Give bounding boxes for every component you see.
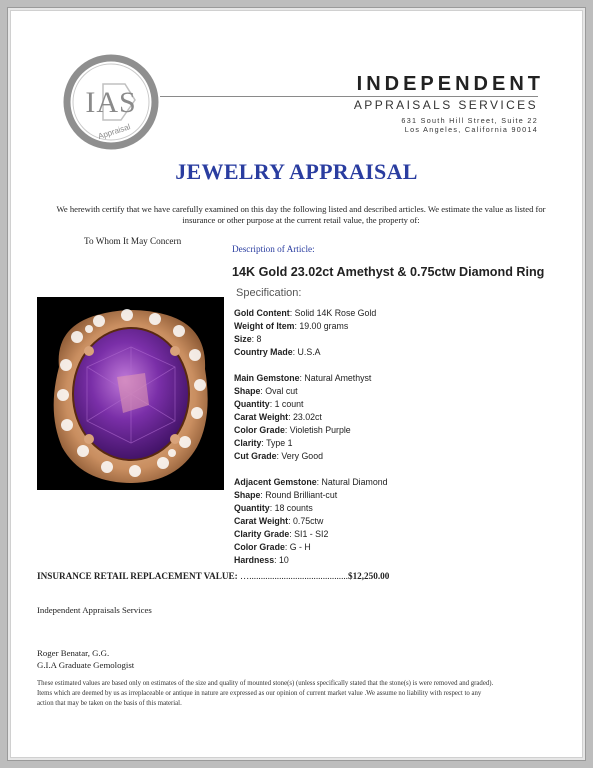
- document-title: JEWELRY APPRAISAL: [175, 159, 418, 184]
- spec-row-adjacent-gemstone: Adjacent Gemstone: Natural Diamond: [234, 477, 388, 487]
- spec-label: Gold Content: [234, 308, 290, 318]
- spec-label: Weight of Item: [234, 321, 295, 331]
- recipient: To Whom It May Concern: [84, 236, 182, 246]
- spec-row-quantity: Quantity: 18 counts: [234, 503, 313, 513]
- spec-label: Quantity: [234, 503, 270, 513]
- appraiser-name: Roger Benatar, G.G.: [37, 648, 110, 658]
- spec-value: 18 counts: [274, 503, 313, 513]
- spec-value: Round Brilliant-cut: [265, 490, 338, 500]
- ring-photo: [37, 297, 224, 490]
- spec-row-gold-content: Gold Content: Solid 14K Rose Gold: [234, 308, 377, 318]
- spec-value: Natural Amethyst: [304, 373, 372, 383]
- spec-row-quantity: Quantity: 1 count: [234, 399, 304, 409]
- appraiser-title: G.I.A Graduate Gemologist: [37, 660, 135, 670]
- company-name: INDEPENDENT: [356, 73, 544, 95]
- spec-value: Natural Diamond: [321, 477, 388, 487]
- spec-label: Shape: [234, 490, 261, 500]
- spec-row-carat-weight: Carat Weight: 0.75ctw: [234, 516, 324, 526]
- spec-row-size: Size: 8: [234, 334, 262, 344]
- spec-label: Cut Grade: [234, 451, 277, 461]
- spec-row-color-grade: Color Grade: Violetish Purple: [234, 425, 351, 435]
- spec-value: U.S.A: [297, 347, 321, 357]
- specification-label: Specification:: [236, 287, 302, 299]
- address-line-2: Los Angeles, California 90014: [404, 125, 538, 134]
- insurance-value-line: [37, 571, 389, 581]
- spec-label: Quantity: [234, 399, 270, 409]
- disclaimer-text: These estimated values are based only on estimates of the size and quality of mounted stone(s) (unless specifically stated that the stone(s) is were removed and graded). Items which are deemed by us as irreplaceable or antique in nature are expressed as our opinion of current market value .We assume no liability with respect to any action that may be taken on the basis of this material.: [37, 680, 494, 707]
- spec-row-shape: Shape: Round Brilliant-cut: [234, 490, 338, 500]
- footer-company: Independent Appraisals Services: [37, 605, 152, 615]
- spec-value: Solid 14K Rose Gold: [294, 308, 377, 318]
- spec-label: Main Gemstone: [234, 373, 300, 383]
- item-title: 14K Gold 23.02ct Amethyst & 0.75ctw Diamond Ring: [232, 265, 545, 279]
- company-subtitle: APPRAISALS SERVICES: [353, 98, 538, 112]
- spec-row-weight: Weight of Item: 19.00 grams: [234, 321, 349, 331]
- spec-row-color-grade: Color Grade: G - H: [234, 542, 311, 552]
- address-line-1: 631 South Hill Street, Suite 22: [401, 116, 538, 125]
- spec-label: Color Grade: [234, 542, 285, 552]
- spec-row-shape: Shape: Oval cut: [234, 386, 298, 396]
- spec-label: Size: [234, 334, 252, 344]
- ias-logo-icon: [63, 54, 159, 150]
- header-rule: [160, 96, 538, 97]
- certification-text: We herewith certify that we have carefully examined on this day the following listed and described articles. We estimate the value as listed for insurance or other purpose at the current retail value, the property of:: [56, 204, 546, 225]
- spec-value: SI1 - SI2: [294, 529, 329, 539]
- spec-group-main-gemstone: [234, 372, 371, 463]
- spec-value: 23.02ct: [292, 412, 322, 422]
- insurance-label: INSURANCE RETAIL REPLACEMENT VALUE:: [37, 571, 238, 581]
- spec-row-carat-weight: Carat Weight: 23.02ct: [234, 412, 322, 422]
- spec-label: Carat Weight: [234, 412, 289, 422]
- spec-value: Violetish Purple: [289, 425, 351, 435]
- spec-label: Clarity Grade: [234, 529, 290, 539]
- spec-row-cut-grade: Cut Grade: Very Good: [234, 451, 323, 461]
- spec-value: Very Good: [281, 451, 323, 461]
- spec-label: Adjacent Gemstone: [234, 477, 317, 487]
- spec-row-main-gemstone: Main Gemstone: Natural Amethyst: [234, 373, 372, 383]
- spec-row-clarity-grade: Clarity Grade: SI1 - SI2: [234, 529, 329, 539]
- spec-value: 19.00 grams: [299, 321, 349, 331]
- spec-value: 10: [278, 555, 289, 565]
- spec-row-clarity: Clarity: Type 1: [234, 438, 293, 448]
- spec-value: 1 count: [274, 399, 304, 409]
- spec-value: G - H: [289, 542, 311, 552]
- spec-value: 8: [256, 334, 262, 344]
- logo-subtext: Appraisal: [96, 122, 132, 142]
- spec-group-general: [234, 307, 376, 359]
- logo-text: IAS: [85, 86, 137, 119]
- spec-label: Color Grade: [234, 425, 285, 435]
- description-label: Description of Article:: [232, 244, 315, 254]
- spec-label: Carat Weight: [234, 516, 289, 526]
- spec-value: Type 1: [266, 438, 293, 448]
- spec-value: Oval cut: [265, 386, 298, 396]
- spec-label: Shape: [234, 386, 261, 396]
- spec-label: Country Made: [234, 347, 293, 357]
- spec-group-adjacent-gemstone: [234, 476, 388, 567]
- spec-label: Clarity: [234, 438, 262, 448]
- spec-value: 0.75ctw: [292, 516, 324, 526]
- insurance-amount: $12,250.00: [347, 571, 390, 581]
- spec-label: Hardness: [234, 555, 275, 565]
- insurance-dots: …...........................................: [240, 571, 348, 581]
- spec-row-country: Country Made: U.S.A: [234, 347, 321, 357]
- spec-row-hardness: Hardness: 10: [234, 555, 289, 565]
